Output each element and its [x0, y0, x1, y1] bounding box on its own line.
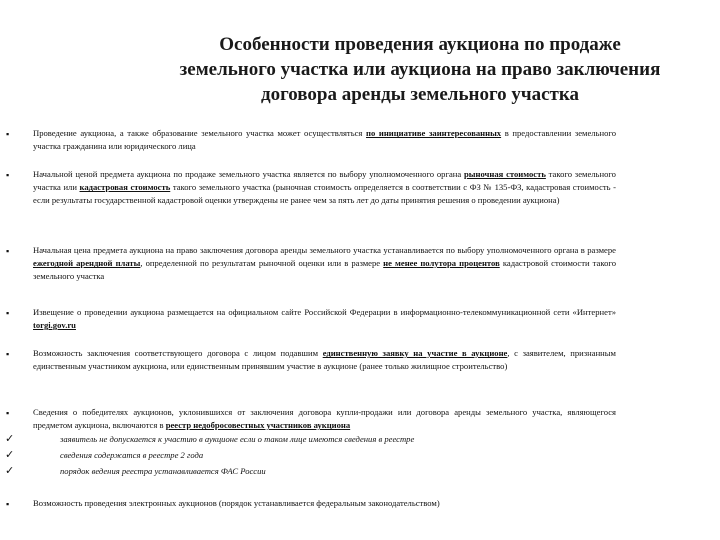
checkmark-icon: ✓ — [5, 449, 15, 461]
bullet-text: Проведение аукциона, а также образование земельного участка может осуществляться по инициативе заинтересованных в предоставлении земельного участка гражданина или юридического лица — [33, 128, 616, 151]
bullet-icon: ▪ — [6, 499, 10, 509]
check-text: порядок ведения реестра устанавливается ФАС России — [60, 466, 266, 476]
title-line-1: Особенности проведения аукциона по продаже — [219, 34, 621, 55]
bullet-text: Начальной ценой предмета аукциона по продаже земельного участка является по выбору уполномоченного органа рыночная стоимость такого земельного участка или кадастровая стоимость такого земельного участка (рыночная стоимость определяется в соответствии с ФЗ № 135-ФЗ, кадастровая стоимость - если результаты государственной кадастровой оценки утверждены не ранее чем за пять лет до даты принятия решения о проведении аукциона) — [33, 169, 616, 205]
page-title — [140, 32, 700, 107]
check-text: заявитель не допускается к участию в аукционе если о таком лице имеются сведения в реестре — [60, 434, 415, 444]
check-text: сведения содержатся в реестре 2 года — [60, 450, 204, 460]
bullet-icon: ▪ — [6, 170, 10, 180]
bullet-icon: ▪ — [6, 349, 10, 359]
title-line-3: договора аренды земельного участка — [260, 84, 580, 105]
bullet-text: Начальная цена предмета аукциона на право заключения договора аренды земельного участка устанавливается по выбору уполномоченного органа в размере ежегодной арендной платы, определенной по результатам рыночной оценки или в размере не менее полутора процентов кадастровой стоимости такого земельного участка — [33, 245, 616, 281]
bullet-text: Извещение о проведении аукциона размещается на официальном сайте Российской Федерации в информационно-телекоммуникационной сети «Интернет» torgi.gov.ru — [33, 307, 616, 330]
title-line-2: земельного участка или аукциона на право заключения — [179, 59, 661, 80]
bullet-icon: ▪ — [6, 408, 10, 418]
bullet-icon: ▪ — [6, 129, 10, 139]
checkmark-icon: ✓ — [5, 433, 15, 445]
bullet-text: Сведения о победителях аукционов, уклонившихся от заключения договора купли-продажи или договора аренды земельного участка, являющегося предметом аукциона, включаются в реестр недобросовестных участников аукциона — [33, 407, 616, 430]
checkmark-icon: ✓ — [5, 465, 15, 477]
bullet-text: Возможность заключения соответствующего договора с лицом подавшим единственную заявку на участие в аукционе, с заявителем, признанным единственным участником аукциона, или единственным принявшим участие в аукционе (ранее только жилищное строительство) — [33, 348, 616, 371]
bullet-icon: ▪ — [6, 308, 10, 318]
bullet-icon: ▪ — [6, 246, 10, 256]
bullet-text: Возможность проведения электронных аукционов (порядок устанавливается федеральным законодательством) — [33, 498, 440, 508]
